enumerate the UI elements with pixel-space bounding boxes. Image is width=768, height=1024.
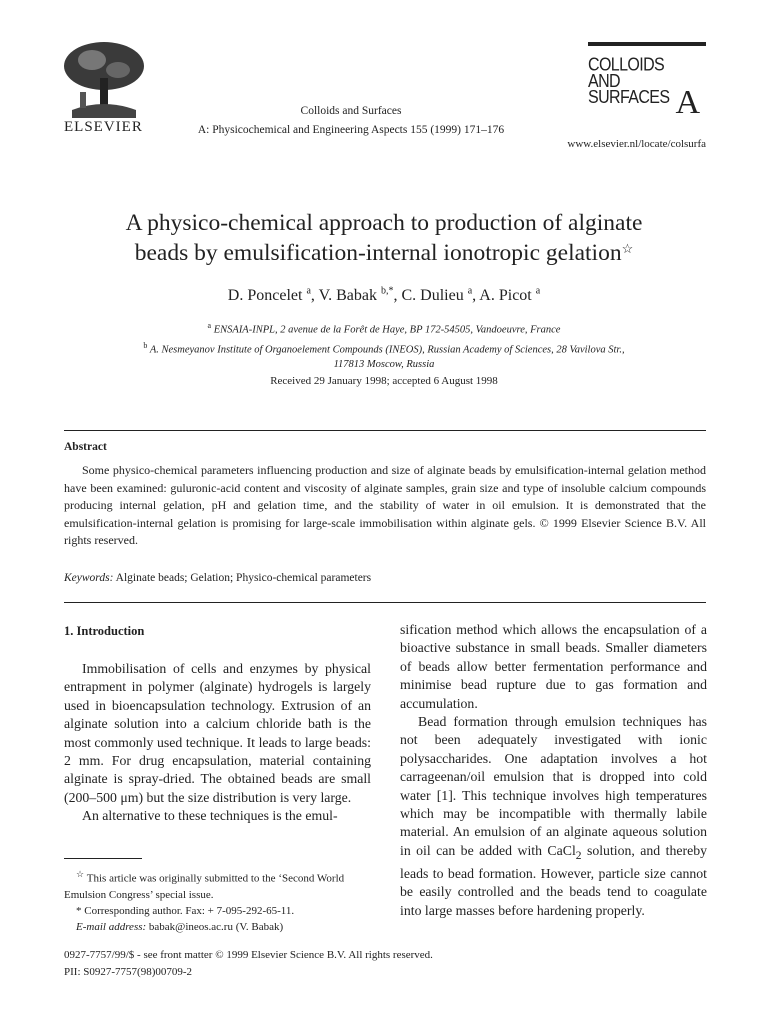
keywords	[64, 572, 371, 584]
journal-name: Colloids and Surfaces	[300, 105, 402, 117]
page-footer	[64, 947, 433, 981]
journal-citation	[176, 102, 526, 140]
abstract-text: Some physico-chemical parameters influencing production and size of alginate beads by emulsification-internal gelation method have been examined: guluronic-acid content and viscosity of alginate samples, grain size and type of insoluble calcium compounds producing internal gelation, pH and gelation time, and the stability of water in oil emulsion. It is demonstrated that the emulsification-internal gelation is promising for large-scale immobilisation within alginate gels. © 1999 Elsevier Science B.V. All rights reserved.	[64, 463, 706, 547]
keywords-label: Keywords:	[64, 572, 114, 584]
author-list	[64, 286, 704, 305]
journal-brand-logo	[588, 42, 706, 134]
pii-line: PII: S0927-7757(98)00709-2	[64, 966, 193, 978]
paragraph: An alternative to these techniques is the emul-	[82, 808, 338, 824]
paragraph: Bead formation through emulsion techniques has not been adequately investigated with ionic polysaccharides. One adaptation involves a hot carrageenan/oil emulsion that is dropped into cold water [1]. This technique involves high temperatures which may be incompatible with thermally labile material. An emulsion of an alginate aqueous solution in oil can be added with CaCl$_2$ solution, and thereby leads to bead formation. However, particle size cannot be easily controlled and the beads tend to coagulate into large masses before hardening properly.	[400, 714, 707, 918]
divider	[64, 430, 706, 431]
journal-url[interactable]: www.elsevier.nl/locate/colsurfa	[567, 138, 706, 150]
affiliations	[64, 318, 704, 372]
brand-line-2: AND	[588, 71, 620, 92]
author: A. Picot $^a$	[479, 286, 541, 305]
author: V. Babak $^{b,*}$,	[318, 286, 402, 305]
author: D. Poncelet $^a$,	[227, 286, 319, 305]
affiliation-b-cont: 117813 Moscow, Russia	[333, 359, 435, 370]
author: C. Dulieu $^a$,	[401, 286, 480, 305]
title-line-1: A physico-chemical approach to production of alginate	[125, 210, 643, 236]
paragraph: sification method which allows the encapsulation of a bioactive substance in small beads. Smaller diameters of beads allow better fermentation performance and minimise bead rupture due to gas formation and accumulation.	[400, 622, 707, 711]
received-dates: Received 29 January 1998; accepted 6 August 1998	[270, 375, 498, 387]
footnotes	[64, 866, 374, 935]
title-footnote-mark[interactable]: ☆	[621, 241, 634, 256]
right-column	[400, 621, 707, 920]
section-heading: 1. Introduction	[64, 624, 145, 638]
affiliation-b: $^b$ A. Nesmeyanov Institute of Organoelement Compounds (INEOS), Russian Academy of Sciences, 28 Vavilova Str.,	[143, 340, 625, 355]
divider	[64, 602, 706, 603]
keywords-text: Alginate beads; Gelation; Physico-chemical parameters	[113, 572, 372, 584]
brand-letter: A	[675, 84, 700, 121]
left-column	[64, 660, 371, 826]
title-line-2: beads by emulsification-internal ionotropic gelation	[134, 240, 622, 266]
journal-volume: A: Physicochemical and Engineering Aspects 155 (1999) 171–176	[197, 124, 505, 136]
footnote-divider	[64, 858, 142, 859]
brand-line-1: COLLOIDS	[588, 55, 665, 76]
affiliation-a: $^a$ ENSAIA-INPL, 2 avenue de la Forêt de Haye, BP 172-54505, Vandoeuvre, France	[207, 321, 561, 336]
footnote-email: E-mail address: babak@ineos.ac.ru (V. Babak)	[76, 920, 284, 933]
elsevier-tree-logo	[62, 40, 146, 118]
paragraph: Immobilisation of cells and enzymes by physical entrapment in polymer (alginate) hydrogels is largely used in bioencapsulation technology. Extrusion of an alginate solution into a calcium chloride bath is the most commonly used technique. It leads to large beads: 2 mm. For drug encapsulation, material containing alginate is spray-dried. The obtained beads are small (200–500 μm) but the size distribution is very large.	[64, 661, 371, 805]
article-title	[64, 208, 704, 268]
brand-line-3: SURFACES	[588, 87, 670, 108]
footnote-star: ☆ This article was originally submitted to the ‘Second World Emulsion Congress’ special issue.	[64, 869, 345, 901]
abstract-heading: Abstract	[64, 441, 107, 453]
footnote-corresponding: * Corresponding author. Fax: + 7-095-292-65-11.	[76, 904, 295, 917]
publisher-name: ELSEVIER	[64, 119, 143, 135]
copyright-line: 0927-7757/99/$ - see front matter © 1999 Elsevier Science B.V. All rights reserved.	[64, 949, 433, 961]
